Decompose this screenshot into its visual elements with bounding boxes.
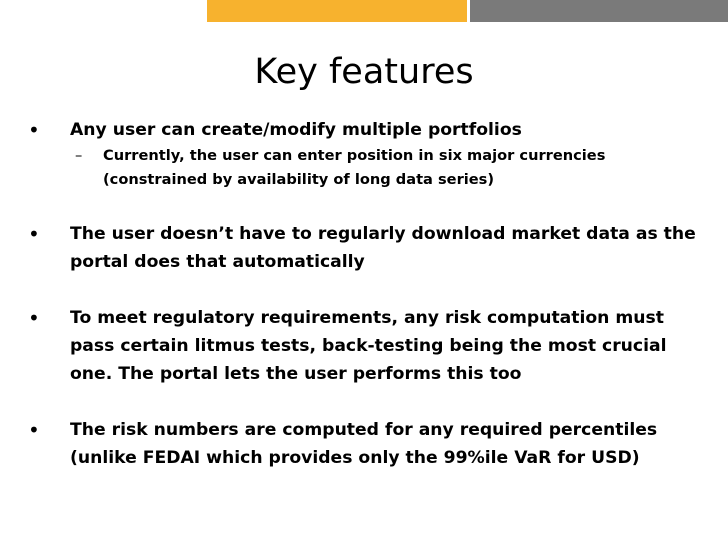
spacer xyxy=(0,276,728,304)
bullet-text: To meet regulatory requirements, any risk computation must pass certain litmus tests, back-testing being the most crucial one. The portal lets the user performs this too xyxy=(70,308,667,384)
bullet-item-3 xyxy=(28,304,710,388)
bullet-text: Any user can create/modify multiple portfolios xyxy=(70,120,522,140)
top-decor-bar-gray xyxy=(470,0,728,22)
bullet-item-2 xyxy=(28,220,710,276)
bullet-item-1 xyxy=(28,116,710,144)
dash-icon: – xyxy=(75,147,83,164)
bullet-list xyxy=(0,116,728,472)
bullet-item-4 xyxy=(28,416,710,472)
spacer xyxy=(0,192,728,220)
sub-bullet-text: Currently, the user can enter position in six major currencies (constrained by availability of long data series) xyxy=(103,147,606,188)
spacer xyxy=(0,388,728,416)
bullet-dot-icon: • xyxy=(28,306,40,330)
bullet-text: The user doesn’t have to regularly download market data as the portal does that automatically xyxy=(70,224,696,272)
bullet-dot-icon: • xyxy=(28,418,40,442)
bullet-dot-icon: • xyxy=(28,222,40,246)
sub-bullet-item-1 xyxy=(75,144,703,192)
bullet-dot-icon: • xyxy=(28,118,40,142)
slide-title: Key features xyxy=(254,52,474,92)
bullet-text: The risk numbers are computed for any required percentiles (unlike FEDAI which provides only the 99%ile VaR for USD) xyxy=(70,420,658,468)
top-decor-bar-gold xyxy=(207,0,467,22)
